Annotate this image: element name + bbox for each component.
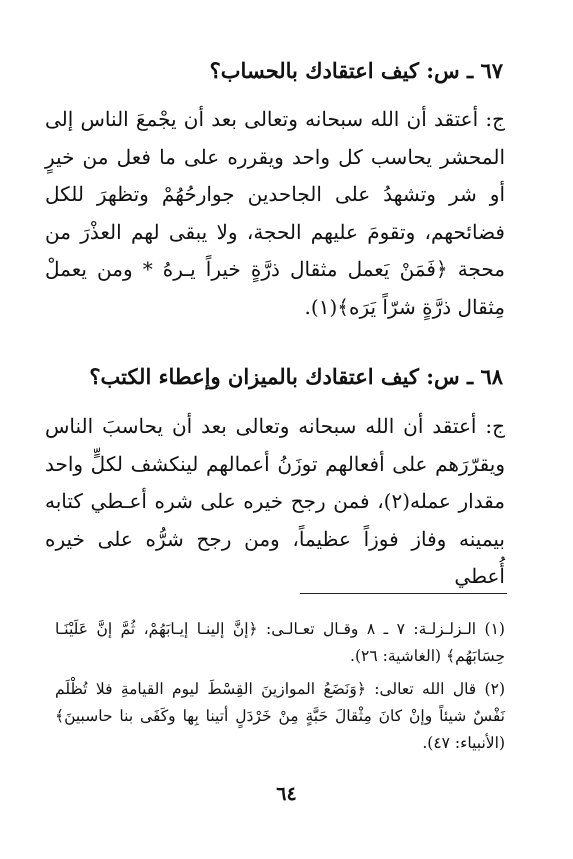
footnote-1: (١) الـزلـزلـة: ٧ ـ ٨ وقـال تعـالـى: ﴿إنَّ إلينـا إيـابَهُمْ، ثُمَّ إنَّ عَلَيْنَـا حِسَابَهُم﴾ (الغاشية: ٢٦). [55, 620, 505, 665]
footnote-divider [300, 593, 507, 594]
footnotes [55, 616, 505, 763]
answer-67-text: ج: أعتقد أن الله سبحانه وتعالى بعد أن يجْمعَ الناس إلى المحشر يحاسب كل واحد ويقرره على ما فعل من خيرٍ أو شر وتشهدُ على الجاحدين جوارحُهُمْ وتظهرَ للكل فضائحهم، وتقومَ عليهم الحجة، ولا يبقى لهم العذْرَ من محجة ﴿فَمَنْ يَعمل مثقال ذرَّةٍ خيراً يـرهُ * ومن يعملْ مِثقال ذرَّةٍ شرّاً يَرَه﴾(١). [45, 107, 505, 319]
question-68-heading: ٦٨ ـ س: كيف اعتقادك بالميزان وإعطاء الكتب؟ [89, 364, 503, 389]
answer-67 [45, 101, 505, 326]
question-67-heading: ٦٧ ـ س: كيف اعتقادك بالحساب؟ [209, 58, 503, 83]
page-number: ٦٤ [276, 783, 297, 805]
footnote-2: (٢) قال الله تعالى: ﴿وَنَضَعُ الموازينَ القِسْطَ ليوم القيامةِ فلا تُظْلَم نَفْسٌ شيئاً وإنْ كانَ مِثْقالَ حَبَّةٍ مِنْ خَرْدَلٍ أتينا بِها وكَفَى بنا حاسبينَ﴾ (الأنبياء: ٤٧). [55, 680, 505, 752]
answer-68-text: ج: أعتقد أن الله سبحانه وتعالى بعد أن يحاسبَ الناس ويقرّرَهم على أفعالهم توزَنُ أعمالهم لينكشف لكلٍّ واحد مقدار عمله(٢)، فمن رجح خيره على شره أعـطي كتابه بيمينه وفاز فوزاً عظيماً، ومن رجح شرُّه على خيره أُعطي [45, 414, 505, 588]
answer-68 [45, 408, 505, 596]
